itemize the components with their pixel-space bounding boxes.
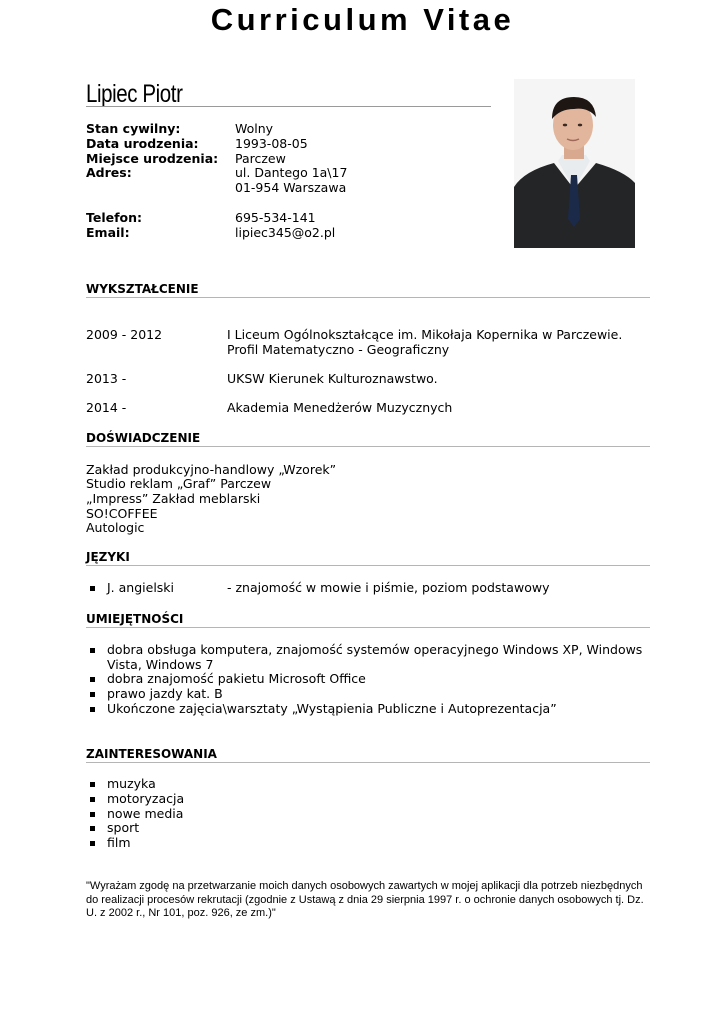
- marital-status-value: Wolny: [235, 121, 274, 136]
- skill-item: prawo jazdy kat. B: [107, 686, 223, 701]
- experience-item: Studio reklam „Graf” Parczew: [86, 476, 272, 491]
- email-value: lipiec345@o2.pl: [235, 225, 336, 240]
- interests-heading: ZAINTERESOWANIA: [86, 747, 217, 761]
- interest-item: motoryzacja: [107, 791, 185, 806]
- language-level: - znajomość w mowie i piśmie, poziom podstawowy: [227, 580, 550, 595]
- education-divider: [86, 297, 650, 298]
- bullet-icon: [90, 586, 95, 591]
- experience-heading: DOŚWIADCZENIE: [86, 431, 201, 445]
- education-years: 2009 - 2012: [86, 327, 163, 342]
- birthdate-label: Data urodzenia:: [86, 136, 199, 151]
- data-processing-consent: "Wyrażam zgodę na przetwarzanie moich danych osobowych zawartych w mojej aplikacji dla potrzeb niezbędnych do realizacji procesów rekrutacji (zgodnie z Ustawą z dnia 29 sierpnia 1997 r. o ochronie danych osobowych tj. Dz. U. z 2002 r., Nr 101, poz. 926, ze zm.)": [86, 880, 644, 919]
- skill-item-continued: Vista, Windows 7: [107, 657, 214, 672]
- languages-divider: [86, 565, 650, 566]
- skill-item: dobra obsługa komputera, znajomość systemów operacyjnego Windows XP, Windows: [107, 642, 643, 657]
- education-heading: WYKSZTAŁCENIE: [86, 282, 199, 296]
- phone-value: 695-534-141: [235, 210, 316, 225]
- interest-item: nowe media: [107, 806, 184, 821]
- birthplace-value: Parczew: [235, 151, 286, 166]
- education-school: I Liceum Ogólnokształcące im. Mikołaja Kopernika w Parczewie.: [227, 327, 623, 342]
- skills-divider: [86, 627, 650, 628]
- bullet-icon: [90, 797, 95, 802]
- language-name: J. angielski: [107, 580, 175, 595]
- bullet-icon: [90, 782, 95, 787]
- profile-photo: [514, 79, 635, 248]
- skill-item: dobra znajomość pakietu Microsoft Office: [107, 671, 366, 686]
- marital-status-label: Stan cywilny:: [86, 121, 181, 136]
- education-school: UKSW Kierunek Kulturoznawstwo.: [227, 371, 438, 386]
- experience-item: „Impress” Zakład meblarski: [86, 491, 261, 506]
- interest-item: sport: [107, 820, 140, 835]
- birthdate-value: 1993-08-05: [235, 136, 308, 151]
- education-years: 2014 -: [86, 400, 127, 415]
- interest-item: muzyka: [107, 776, 156, 791]
- address-line-2: 01-954 Warszawa: [235, 180, 347, 195]
- phone-label: Telefon:: [86, 210, 143, 225]
- languages-heading: JĘZYKI: [86, 550, 130, 564]
- education-profile: Profil Matematyczno - Geograficzny: [227, 342, 450, 357]
- skills-heading: UMIEJĘTNOŚCI: [86, 612, 184, 626]
- bullet-icon: [90, 677, 95, 682]
- experience-item: Zakład produkcyjno-handlowy „Wzorek”: [86, 462, 337, 477]
- bullet-icon: [90, 648, 95, 653]
- experience-divider: [86, 446, 650, 447]
- document-title: Curriculum Vitae: [210, 2, 515, 37]
- skill-item: Ukończone zajęcia\warsztaty „Wystąpienia Publiczne i Autoprezentacja”: [107, 701, 557, 716]
- bullet-icon: [90, 826, 95, 831]
- experience-item: SO!COFFEE: [86, 506, 158, 521]
- interests-divider: [86, 762, 650, 763]
- email-label: Email:: [86, 225, 130, 240]
- bullet-icon: [90, 812, 95, 817]
- birthplace-label: Miejsce urodzenia:: [86, 151, 219, 166]
- person-name: Lipiec Piotr: [86, 80, 183, 108]
- education-years: 2013 -: [86, 371, 127, 386]
- person-portrait-image: [514, 79, 635, 248]
- interest-item: film: [107, 835, 131, 850]
- education-school: Akademia Menedżerów Muzycznych: [227, 400, 453, 415]
- bullet-icon: [90, 692, 95, 697]
- bullet-icon: [90, 707, 95, 712]
- name-divider: [86, 106, 491, 107]
- bullet-icon: [90, 841, 95, 846]
- address-line-1: ul. Dantego 1a\17: [235, 165, 348, 180]
- experience-item: Autologic: [86, 520, 145, 535]
- address-label: Adres:: [86, 165, 132, 180]
